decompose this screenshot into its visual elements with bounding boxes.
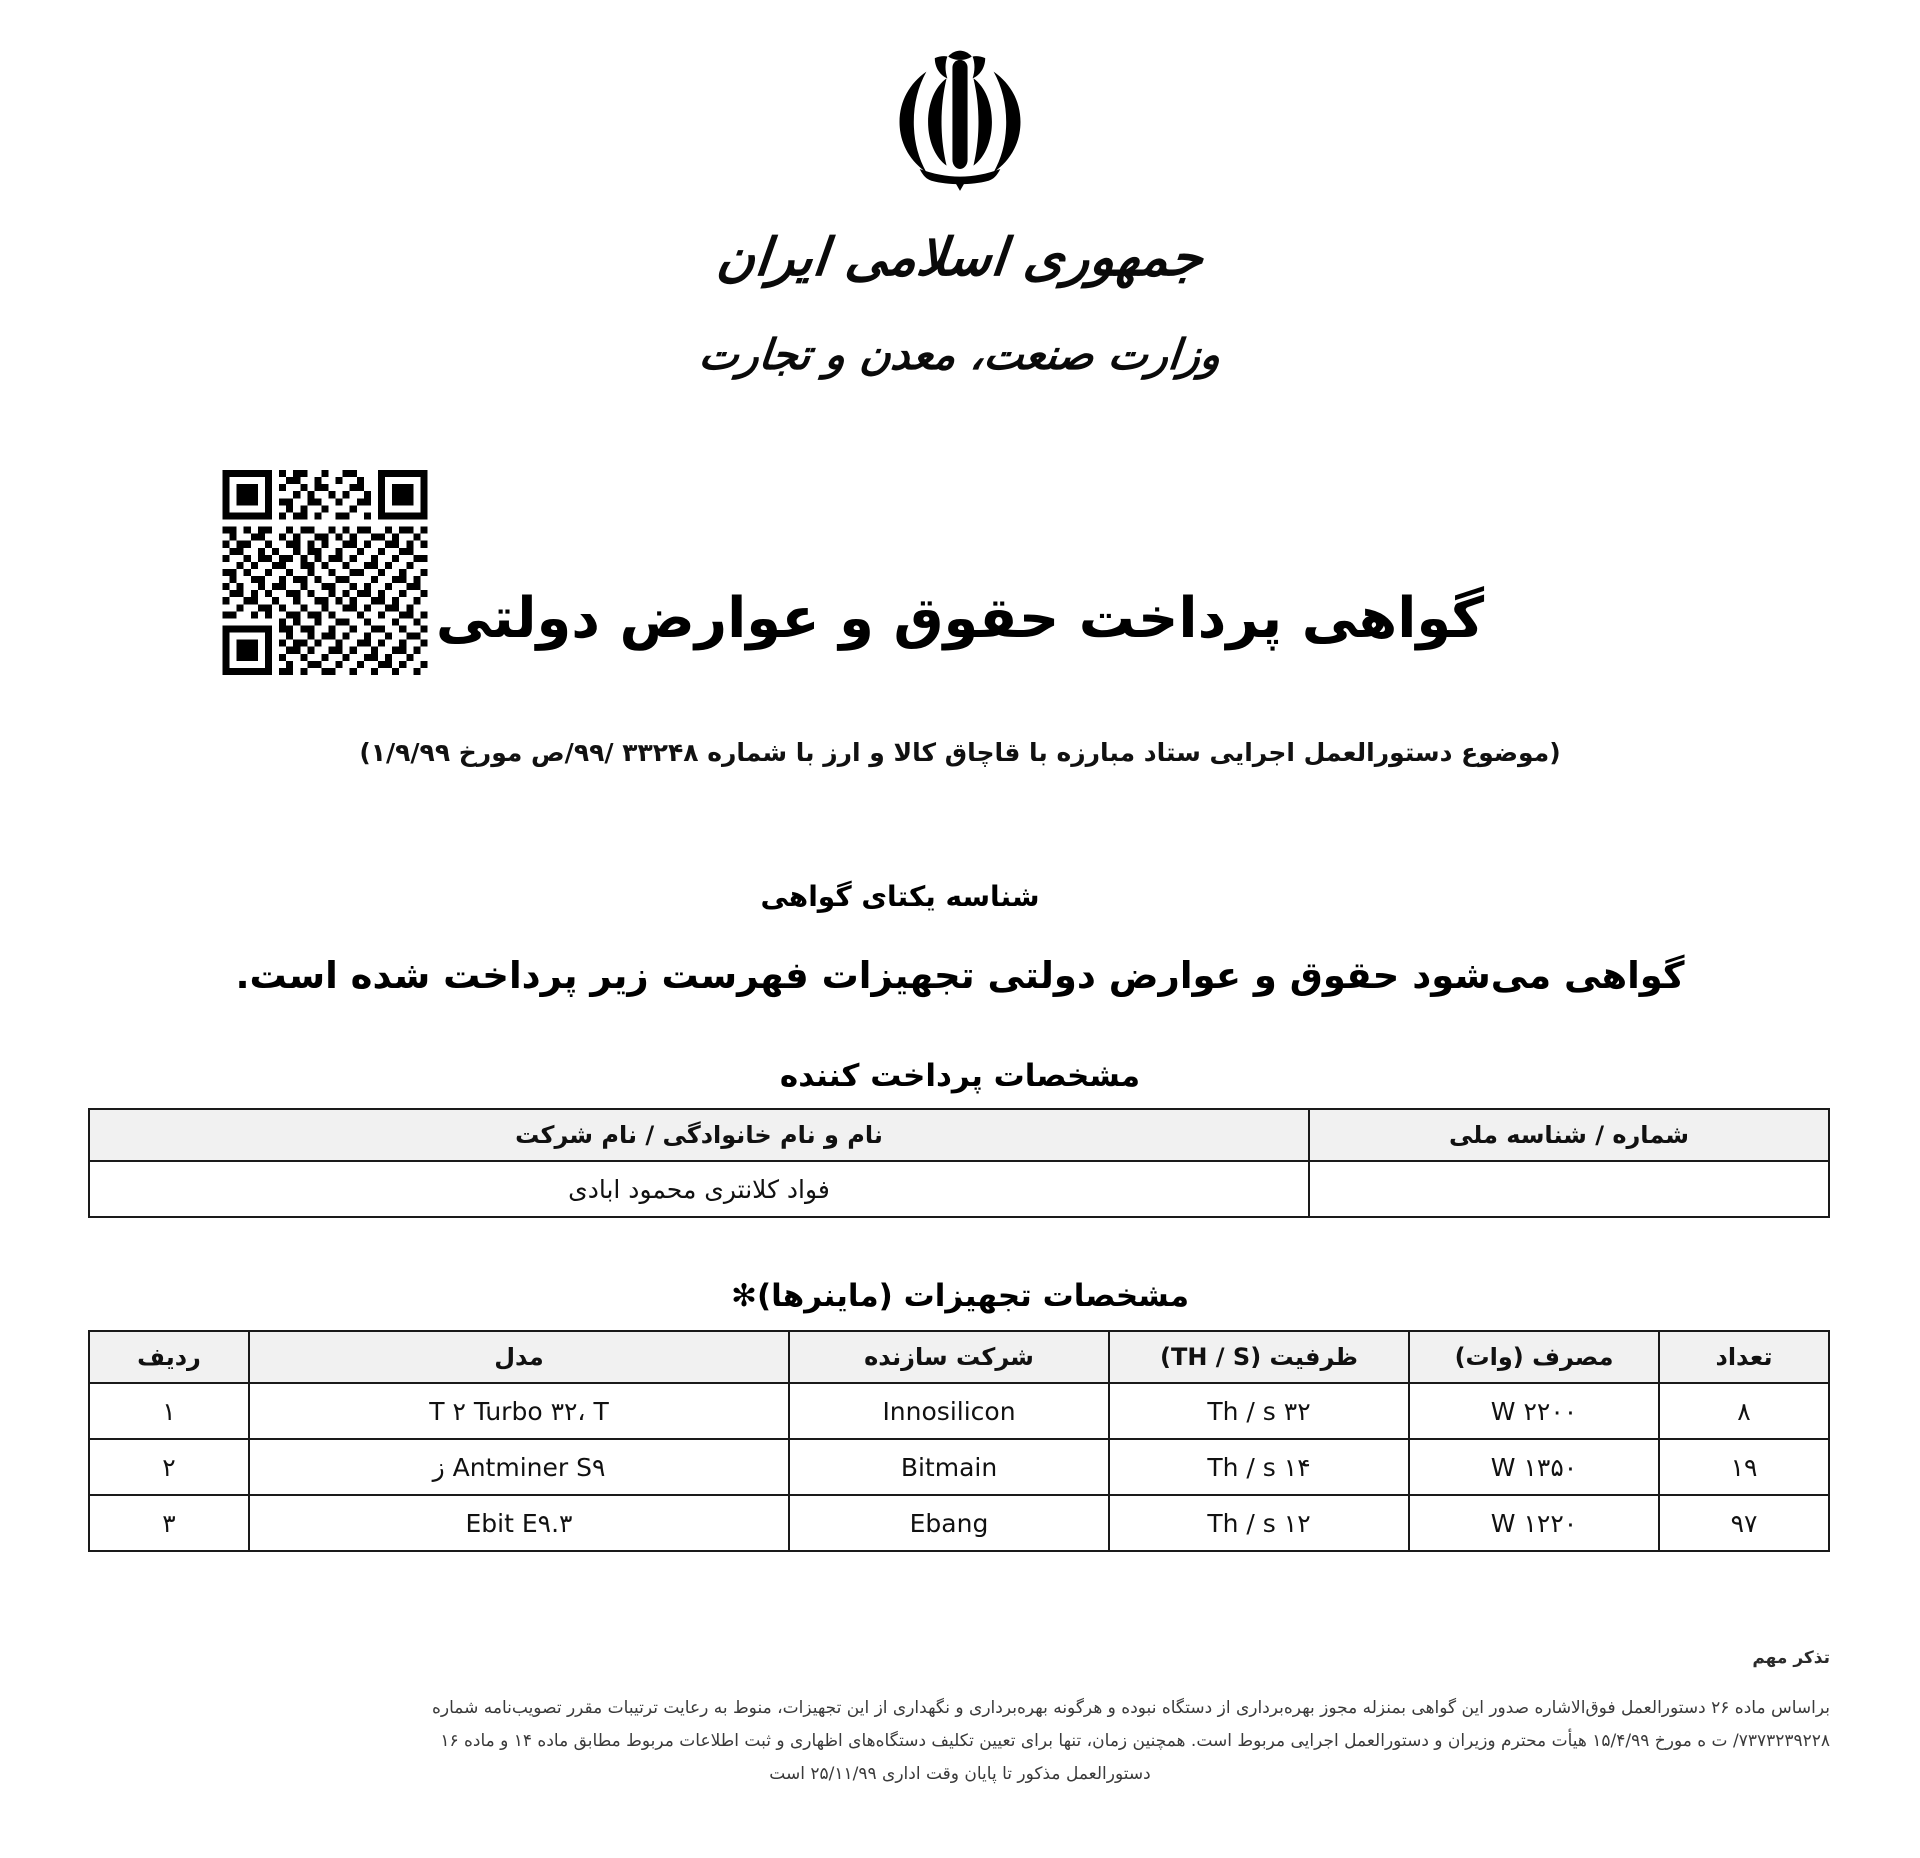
equip-model: Antminer S۹ ز <box>249 1439 789 1495</box>
equip-capacity: ۱۲ Th / s <box>1109 1495 1409 1551</box>
equip-index: ۲ <box>89 1439 249 1495</box>
equip-power: ۱۳۵۰ W <box>1409 1439 1659 1495</box>
emblem-container <box>0 38 1920 206</box>
footer-line-3: دستورالعمل مذکور تا پایان وقت اداری ۲۵/۱۱/۹۹ است <box>769 1764 1151 1785</box>
equip-count: ۱۹ <box>1659 1439 1829 1495</box>
important-note-label: تذکر مهم <box>1752 1648 1830 1668</box>
table-row <box>89 1383 1829 1439</box>
footer-line-1: براساس ماده ۲۶ دستورالعمل فوق‌الاشاره صدور این گواهی بمنزله مجوز بهره‌برداری از دستگاه نبوده و هرگونه بهره‌برداری و نگهداری از این تجهیزات، منوط به رعایت ترتیبات مقرر تصویب‌نامه شماره <box>431 1698 1830 1718</box>
payer-name-value: فواد کلانتری محمود ابادی <box>89 1161 1309 1217</box>
equip-col-count: تعداد <box>1659 1331 1829 1383</box>
footer-note <box>90 1692 1830 1791</box>
equip-count: ۸ <box>1659 1383 1829 1439</box>
equip-manufacturer: Ebang <box>789 1495 1109 1551</box>
equipment-table-header-row <box>89 1331 1829 1383</box>
page-title: گواهی پرداخت حقوق و عوارض دولتی <box>435 586 1485 651</box>
table-row <box>89 1439 1829 1495</box>
payer-table-header-row <box>89 1109 1829 1161</box>
equip-col-manufacturer: شرکت سازنده <box>789 1331 1109 1383</box>
footer-line-2: ۷۳۷۳۲۳۹۲۲۸/ ت ه مورخ ۱۵/۴/۹۹ هیأت محترم وزیران و دستورالعمل اجرایی مربوط است. همچنین زمان، تنها برای تعیین تکلیف دستگاه‌های اظهاری و ثبت اطلاعات مربوط مطابق ماده ۱۴ و ماده ۱۶ <box>440 1731 1830 1752</box>
equip-power: ۲۲۰۰ W <box>1409 1383 1659 1439</box>
equip-col-index: ردیف <box>89 1331 249 1383</box>
equip-col-capacity: ظرفیت (TH / S) <box>1109 1331 1409 1383</box>
country-line: جمهوری اسلامی ایران <box>714 228 1206 288</box>
equip-index: ۳ <box>89 1495 249 1551</box>
page-subtitle: (موضوع دستورالعمل اجرایی ستاد مبارزه با قاچاق کالا و ارز با شماره ۳۳۲۴۸ /۹۹/ص مورخ ۱/۹/۹۹) <box>359 738 1561 767</box>
certificate-id-label: شناسه یکتای گواهی <box>760 880 1040 913</box>
payer-section-title: مشخصات پرداخت کننده <box>779 1058 1141 1094</box>
equip-model: T ۲ Turbo ۳۲، T <box>249 1383 789 1439</box>
payer-table <box>88 1108 1830 1218</box>
declaration-text: گواهی می‌شود حقوق و عوارض دولتی تجهیزات فهرست زیر پرداخت شده است. <box>235 954 1685 997</box>
equip-col-power: مصرف (وات) <box>1409 1331 1659 1383</box>
equip-manufacturer: Bitmain <box>789 1439 1109 1495</box>
equip-capacity: ۱۴ Th / s <box>1109 1439 1409 1495</box>
equip-manufacturer: Innosilicon <box>789 1383 1109 1439</box>
table-row <box>89 1495 1829 1551</box>
iran-emblem-icon <box>876 38 1044 206</box>
equip-count: ۹۷ <box>1659 1495 1829 1551</box>
table-row <box>89 1161 1829 1217</box>
equipment-section-title: مشخصات تجهیزات (ماینرها)✻ <box>730 1278 1190 1314</box>
equip-power: ۱۲۲۰ W <box>1409 1495 1659 1551</box>
equip-index: ۱ <box>89 1383 249 1439</box>
equipment-table <box>88 1330 1830 1552</box>
payer-national-id-value <box>1309 1161 1829 1217</box>
ministry-line: وزارت صنعت، معدن و تجارت <box>696 330 1224 379</box>
equip-col-model: مدل <box>249 1331 789 1383</box>
equip-capacity: ۳۲ Th / s <box>1109 1383 1409 1439</box>
equip-model: Ebit E۹.۳ <box>249 1495 789 1551</box>
payer-col-national-id: شماره / شناسه ملی <box>1309 1109 1829 1161</box>
payer-col-name: نام و نام خانوادگی / نام شرکت <box>89 1109 1309 1161</box>
